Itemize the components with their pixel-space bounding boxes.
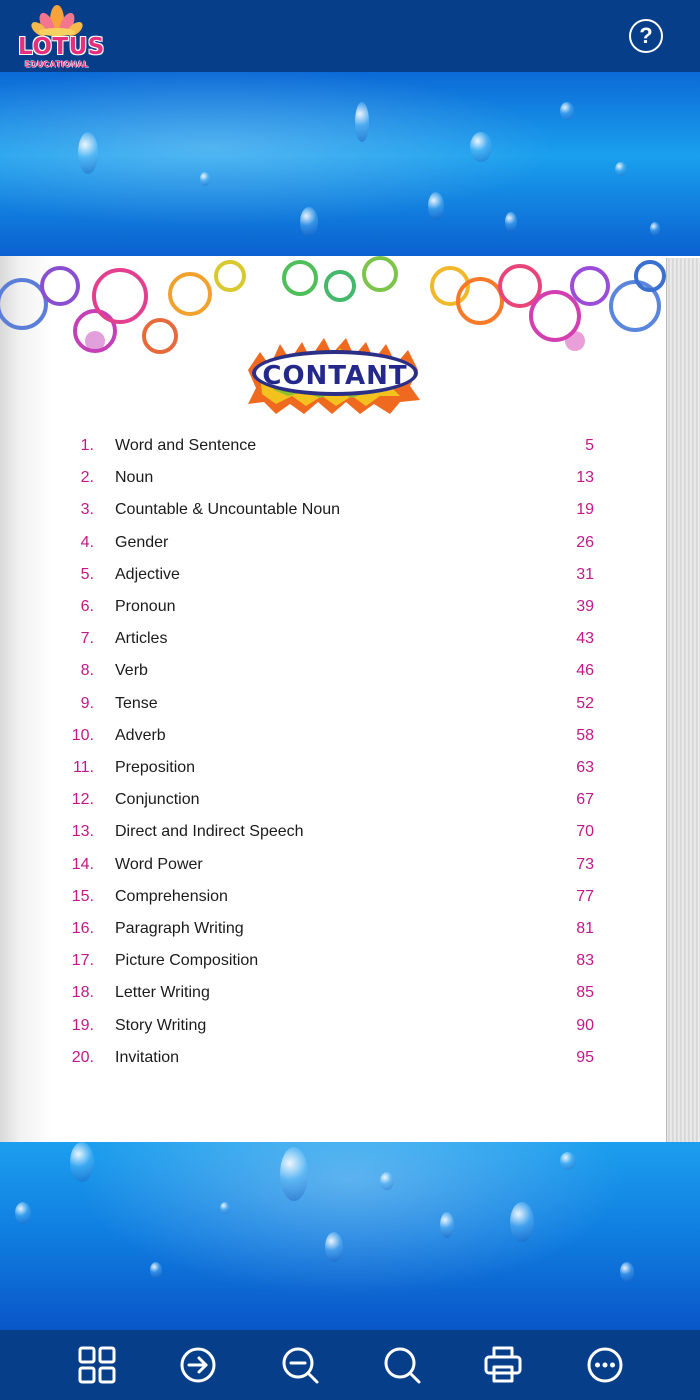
toc-title: Direct and Indirect Speech: [115, 823, 304, 841]
toc-page-number: 13: [576, 469, 594, 487]
toc-row[interactable]: [0, 727, 666, 759]
background-water-top: [0, 72, 700, 258]
toc-number: 8.: [80, 662, 94, 680]
toc-number: 12.: [71, 791, 94, 809]
toc-page-number: 67: [576, 791, 594, 809]
search-icon[interactable]: [382, 1345, 422, 1385]
zoom-out-icon[interactable]: [280, 1345, 320, 1385]
toc-row[interactable]: [0, 662, 666, 694]
logo-subtext: EDUCATIONAL: [24, 60, 90, 69]
lotus-flower-icon: [18, 4, 96, 38]
toc-title: Word and Sentence: [115, 437, 257, 454]
toc-page-number: 19: [576, 501, 594, 519]
grid-icon[interactable]: [77, 1345, 117, 1385]
toc-title: Verb: [115, 662, 148, 680]
toc-page-number: 90: [576, 1016, 594, 1034]
toc-number: 10.: [71, 726, 94, 744]
top-bar: [0, 0, 700, 72]
toc-number: 6.: [80, 598, 94, 615]
toc-title: Noun: [115, 469, 154, 487]
contents-heading-badge: [240, 330, 430, 416]
toc-page-number: 58: [576, 726, 594, 744]
toc-row[interactable]: [0, 437, 666, 469]
toc-title: Preposition: [115, 759, 196, 776]
toc-row[interactable]: [0, 823, 666, 855]
print-icon[interactable]: [483, 1345, 523, 1385]
toc-row[interactable]: [0, 759, 666, 791]
toc-number: 19.: [71, 1016, 94, 1034]
toc-row[interactable]: [0, 920, 666, 952]
page-stack-edge: [666, 258, 700, 1144]
toc-title: Story Writing: [115, 1016, 207, 1034]
toc-row[interactable]: [0, 1049, 666, 1081]
toc-page-number: 81: [576, 920, 594, 937]
lotus-logo[interactable]: [18, 4, 105, 70]
toc-page-number: 70: [576, 823, 594, 841]
toc-title: Countable & Uncountable Noun: [115, 501, 341, 519]
toc-title: Word Power: [115, 855, 203, 873]
toc-page-number: 31: [576, 565, 594, 583]
more-icon[interactable]: [585, 1345, 625, 1385]
toc-title: Adjective: [115, 565, 180, 583]
go-to-page-icon[interactable]: [178, 1345, 218, 1385]
toc-title: Conjunction: [115, 791, 200, 809]
help-button[interactable]: ?: [629, 19, 663, 53]
toc-row[interactable]: [0, 695, 666, 727]
toc-row[interactable]: [0, 888, 666, 920]
toc-number: 14.: [71, 855, 94, 873]
toc-number: 7.: [80, 630, 94, 648]
toc-row[interactable]: [0, 630, 666, 662]
toc-title: Letter Writing: [115, 984, 210, 1002]
toc-number: 5.: [80, 565, 94, 583]
toc-page-number: 5: [585, 437, 594, 454]
toc-row[interactable]: [0, 791, 666, 823]
toc-number: 20.: [71, 1048, 94, 1066]
bottom-toolbar: [0, 1330, 700, 1400]
toc-title: Comprehension: [115, 887, 228, 905]
toc-title: Invitation: [115, 1048, 180, 1066]
toc-title: Gender: [115, 533, 169, 551]
toc-page-number: 63: [576, 759, 594, 776]
toc-page-number: 26: [576, 533, 594, 551]
contents-heading: CONTANT: [262, 361, 408, 391]
toc-page-number: 85: [576, 984, 594, 1002]
background-water-bottom: [0, 1142, 700, 1330]
toc-page-number: 46: [576, 662, 594, 680]
toc-row[interactable]: [0, 566, 666, 598]
toc-page-number: 77: [576, 887, 594, 905]
toc-page-number: 83: [576, 952, 594, 970]
toc-number: 2.: [80, 469, 94, 487]
toc-number: 18.: [71, 984, 94, 1002]
toc-page-number: 39: [576, 598, 594, 615]
toc-row[interactable]: [0, 1017, 666, 1049]
toc-page-number: 52: [576, 694, 594, 712]
toc-row[interactable]: [0, 469, 666, 501]
toc-row[interactable]: [0, 598, 666, 630]
toc-number: 9.: [80, 694, 94, 712]
toc-number: 13.: [71, 823, 94, 841]
toc-page-number: 43: [576, 630, 594, 648]
toc-row[interactable]: [0, 856, 666, 888]
toc-row[interactable]: [0, 952, 666, 984]
toc-row[interactable]: [0, 501, 666, 533]
toc-page-number: 95: [576, 1048, 594, 1066]
toc-title: Pronoun: [115, 598, 176, 615]
toc-row[interactable]: [0, 984, 666, 1016]
toc-title: Adverb: [115, 726, 166, 744]
toc-number: 1.: [80, 437, 94, 454]
toc-page-number: 73: [576, 855, 594, 873]
toc-title: Picture Composition: [115, 952, 259, 970]
toc-number: 15.: [71, 887, 94, 905]
logo-text: LOTUS: [18, 34, 105, 60]
toc-number: 11.: [72, 759, 94, 776]
toc-row[interactable]: [0, 534, 666, 566]
toc-title: Paragraph Writing: [115, 920, 244, 937]
toc-title: Articles: [115, 630, 168, 648]
toc-title: Tense: [115, 694, 158, 712]
toc-number: 16.: [71, 920, 94, 937]
toc-number: 4.: [80, 533, 94, 551]
toc-number: 3.: [80, 501, 94, 519]
toc-number: 17.: [71, 952, 94, 970]
